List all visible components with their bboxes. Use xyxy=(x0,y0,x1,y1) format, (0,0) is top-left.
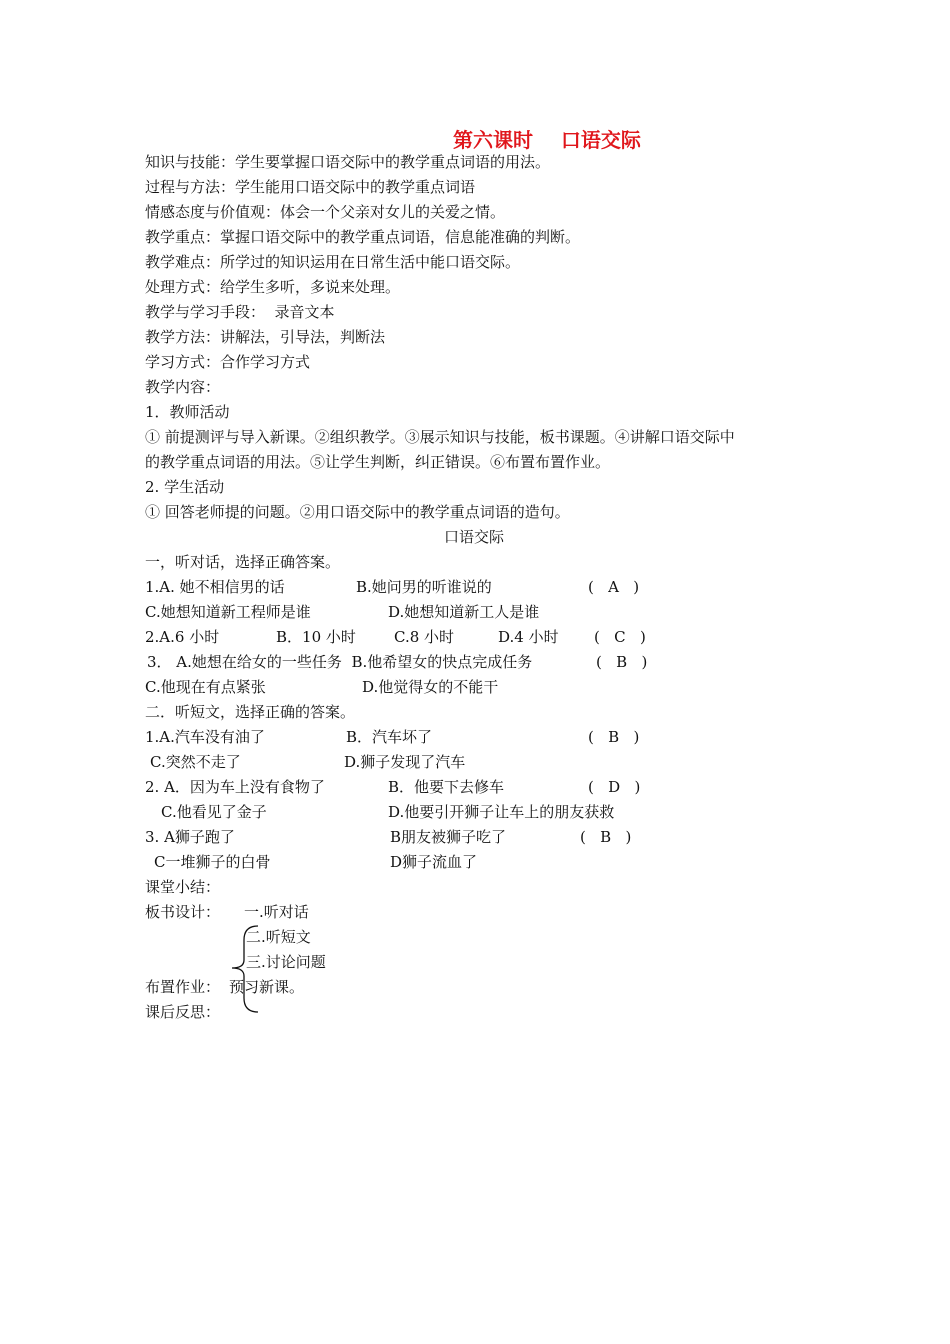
teaching-means: 教学与学习手段： 录音文本 xyxy=(145,303,335,321)
s1-answer: ( B ) xyxy=(588,728,640,746)
s3-option-c: C一堆狮子的白骨 xyxy=(154,853,271,871)
homework-label: 布置作业： xyxy=(145,978,221,996)
s3-option-d: D狮子流血了 xyxy=(390,853,478,871)
q3-options-ab: 3． A.她想在给女的一些任务 B.他希望女的快点完成任务 xyxy=(147,653,533,671)
q1-option-a: 1.A. 她不相信男的话 xyxy=(145,578,285,596)
teacher-activity-heading: 1．教师活动 xyxy=(145,403,230,421)
objective-knowledge: 知识与技能：学生要掌握口语交际中的教学重点词语的用法。 xyxy=(145,153,551,171)
q1-option-b: B.她问男的听谁说的 xyxy=(356,578,492,596)
q3-option-d: D.他觉得女的不能干 xyxy=(362,678,499,696)
teaching-difficulty: 教学难点：所学过的知识运用在日常生活中能口语交际。 xyxy=(145,253,521,271)
objective-process: 过程与方法：学生能用口语交际中的教学重点词语 xyxy=(145,178,476,196)
s3-option-a: 3. A狮子跑了 xyxy=(145,828,235,846)
s2-option-a: 2. A．因为车上没有食物了 xyxy=(145,778,325,796)
reflection-label: 课后反思： xyxy=(145,1003,221,1021)
board-design-label: 板书设计： xyxy=(145,903,221,921)
q1-option-d: D.她想知道新工人是谁 xyxy=(388,603,540,621)
learning-method: 学习方式：合作学习方式 xyxy=(145,353,311,371)
teacher-activity-line-1: ① 前提测评与导入新课。②组织教学。③展示知识与技能，板书课题。④讲解口语交际中 xyxy=(145,428,735,446)
q2-option-c: C.8 小时 xyxy=(394,628,455,646)
q2-option-b: B．10 小时 xyxy=(276,628,356,646)
s3-answer: ( B ) xyxy=(580,828,632,846)
section-subtitle: 口语交际 xyxy=(444,528,505,546)
teaching-method: 教学方法：讲解法，引导法，判断法 xyxy=(145,328,386,346)
s1-option-d: D.狮子发现了汽车 xyxy=(344,753,466,771)
teaching-content-label: 教学内容： xyxy=(145,378,221,396)
board-item-1: 一.听对话 xyxy=(244,903,309,921)
processing-method: 处理方式：给学生多听，多说来处理。 xyxy=(145,278,401,296)
part2-heading: 二．听短文，选择正确的答案。 xyxy=(145,703,356,721)
board-item-3: 三.讨论问题 xyxy=(246,953,326,971)
s2-option-c: C.他看见了金子 xyxy=(161,803,267,821)
s1-option-a: 1.A.汽车没有油了 xyxy=(145,728,265,746)
q3-answer: ( B ) xyxy=(596,653,648,671)
q3-option-c: C.他现在有点紧张 xyxy=(145,678,266,696)
s1-option-b: B．汽车坏了 xyxy=(346,728,433,746)
q1-answer: ( A ) xyxy=(588,578,640,596)
part1-heading: 一，听对话，选择正确答案。 xyxy=(145,553,341,571)
s3-option-b: B朋友被狮子吃了 xyxy=(390,828,507,846)
q2-answer: ( C ) xyxy=(594,628,646,646)
board-item-2: 二.听短文 xyxy=(246,928,311,946)
q1-option-c: C.她想知道新工程师是谁 xyxy=(145,603,311,621)
student-activity-heading: 2. 学生活动 xyxy=(145,478,225,496)
objective-attitude: 情感态度与价值观：体会一个父亲对女儿的关爱之情。 xyxy=(145,203,506,221)
page-title: 第六课时 口语交际 xyxy=(453,128,641,152)
s2-option-d: D.他要引开狮子让车上的朋友获救 xyxy=(388,803,615,821)
class-summary-label: 课堂小结： xyxy=(145,878,221,896)
teaching-key-point: 教学重点：掌握口语交际中的教学重点词语，信息能准确的判断。 xyxy=(145,228,581,246)
q2-option-a: 2.A.6 小时 xyxy=(145,628,220,646)
teacher-activity-line-2: 的教学重点词语的用法。⑤让学生判断，纠正错误。⑥布置布置作业。 xyxy=(145,453,611,471)
s2-answer: ( D ) xyxy=(588,778,641,796)
student-activity-line: ① 回答老师提的问题。②用口语交际中的教学重点词语的造句。 xyxy=(145,503,570,521)
s1-option-c: C.突然不走了 xyxy=(150,753,241,771)
s2-option-b: B．他要下去修车 xyxy=(388,778,505,796)
homework-value: 预习新课。 xyxy=(229,978,305,996)
q2-option-d: D.4 小时 xyxy=(498,628,559,646)
